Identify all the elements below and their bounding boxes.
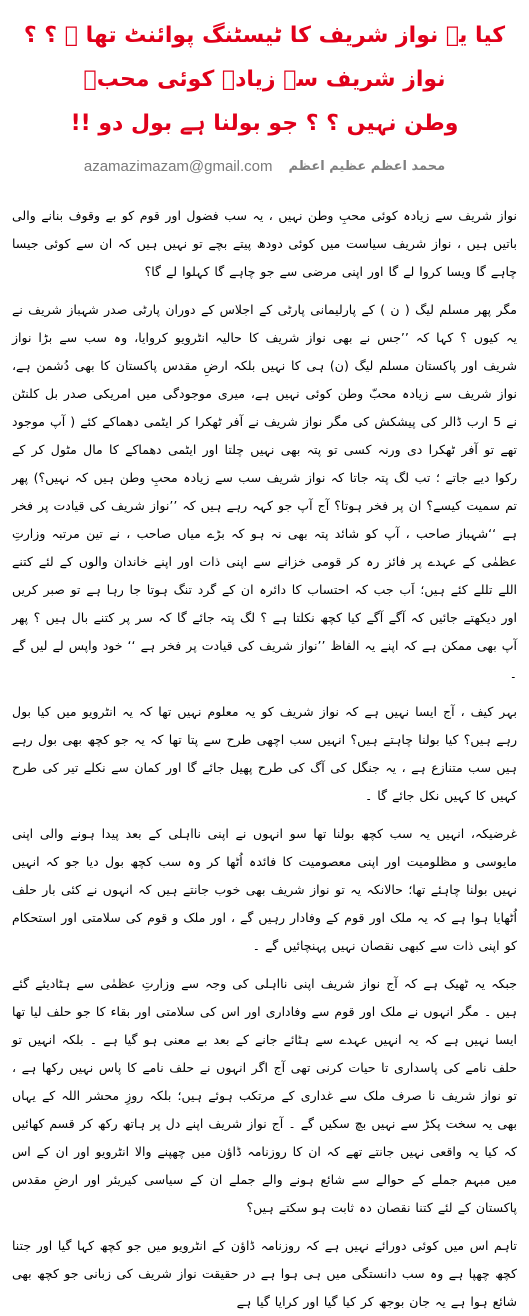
paragraph: مگر پھر مسلم لیگ ( ن ) کے پارلیمانی پارٹی کے اجلاس کے دوران پارٹی صدر شہباز شریف نے یہ کیوں ؟ کہا کہ ’’جس نے بھی نواز شریف کا حالیہ انٹرویو کروایا، وہ سب سے بڑا نواز شریف اور پاکستان مسلم لیگ (ن) ہی کا نہیں بلکہ ارضِ مقدس پاکستان کا بھی دُشمن ہے، نواز شریف سے زیادہ محبّ وطن کوئی نہیں ہے، میری موجودگی میں امریکی صدر بل کلنٹن نے 5 ارب ڈالر کی پیشکش کی مگر نواز شریف نے آفر ٹھکرا کر ایٹمی دھماکے کئے ( آپ موجود تھے تو آفر ٹھکرا دی ورنہ کسی تو پتہ بھی نہیں چلتا اور ایٹمی دھماکے کا مال مٹول کر کے رکوا دیے جاتے ؛ تب لگ پتہ جاتا کہ نواز شریف سب سے زیادہ محبِ وطن ہیں کہ نہیں؟) پھر تم سمیت کیسے؟ ان پر فخر ہوتا؟ آج آپ جو کہہ رہے ہیں کہ ’’نواز شریف کی قیادت پر فخر ہے ‘‘شہباز صاحب ، آپ کو شائد پتہ بھی نہ ہو کہ بڑے میاں صاحب ، نے تین مرتبہ وزارتِ عظمٰی کے عہدے پر فائز رہ کر قومی خزانے سے اپنی ذات اور اپنے خاندان والوں کے لئے کتنے اللے تللے کئے ہیں؛ اَب جب کہ احتساب کا دائرہ ان کے گرد تنگ ہوتا جا رہا ہے تو صبر کریں اور دیکھتے جائیں کہ آگے آگے کیا کچھ نکلتا ہے ؟ لگ پتہ جائے گا کہ سر پر کتنے بال ہیں ؟ پھر آپ بھی ممکن ہے کہ اپنے یہ الفاظ ’’نواز شریف کی قیادت پر فخر ہے ‘‘ خود واپس لے لیں گے ۔ (12, 302, 518, 681)
headline-line-2: وطن نہیں ؟ ؟ جو بولنا ہے بول دو !! (70, 111, 459, 136)
headline-line-1: کیا یہ نواز شریف کا ٹیسٹنگ پوائنٹ تھا ۔ ؟ ؟ نواز شریف سے زیادہ کوئی محبؔ (23, 23, 506, 92)
paragraph: تاہم اس میں کوئی دورائے نہیں ہے کہ روزنامہ ڈاؤن کے انٹرویو میں جو کچھ کہا گیا اور جتنا کچھ چھپا ہے وہ سب دانستگی میں ہی ہوا ہے در حقیقت نواز شریف کی زبانی جو کچھ بھی شائع ہوا ہے یہ جان بوجھ کر کیا گیا اور کرایا گیا ہے (12, 1238, 517, 1309)
byline (12, 152, 517, 180)
article-body (12, 202, 517, 1316)
paragraph: بہر کیف ، آج ایسا نہیں ہے کہ نواز شریف کو یہ معلوم نہیں تھا کہ یہ انٹرویو میں کیا بول رہے ہیں؟ کیا بولنا چاہتے ہیں؟ انہیں سب اچھی طرح سے پتا تھا کہ یہ جو کچھ بھی بول رہے ہیں سب متنازع ہے ، یہ جنگل کی آگ کی طرح پھیل جائے گا اور کمان سے نکلے تیر کی طرح کہیں کا کہیں نکل جائے گا ۔ (12, 704, 517, 803)
author-email[interactable]: azamazimazam@gmail.com (83, 157, 273, 175)
headline (12, 0, 517, 146)
paragraph: غرضیکہ، انہیں یہ سب کچھ بولنا تھا سو انہوں نے اپنی نااہلی کے بعد پیدا ہونے والی اپنی مایوسی و مظلومیت اور اپنی معصومیت کا فائدہ اُٹھا کر وہ سب کچھ بول دیا جو کہ انہیں نہیں بولنا چاہئے تھا؛ حالانکہ یہ تو نواز شریف بھی خوب جانتے ہیں کہ انہوں نے کئی بار حلف اُٹھایا ہوا ہے کہ یہ ملک اور قوم کے وفادار رہیں گے ، اور ملک و قوم کی سلامتی اور استحکام کو اپنی ذات سے کبھی نقصان نہیں پہنچائیں گے ۔ (12, 826, 517, 953)
paragraph: جبکہ یہ ٹھیک ہے کہ آج نواز شریف اپنی نااہلی کی وجہ سے وزارتِ عظمٰی سے ہٹادیئے گئے ہیں ۔ مگر انہوں نے ملک اور قوم سے وفاداری اور اس کی سلامتی اور بقاء کا جو حلف لیا تھا ایسا نہیں ہے کہ یہ انہیں عہدے سے ہٹائے جانے کے بعد بے معنی ہو گیا ہے ۔ بلکہ انہیں تو حلف نامے کی پاسداری تا حیات کرنی تھی آج اگر انہوں نے حلف نامے کا پاس نہیں رکھا ہے ، تو نواز شریف نا صرف ملک سے غداری کے مرتکب ہوئے ہیں؛ بلکہ روزِ محشر اللہ کے یہاں بھی یہ سخت پکڑ سے نہیں بچ سکیں گے ۔ آج نواز شریف اپنے دل پر ہاتھ رکھ کر قسم کھائیں کہ کیا یہ واقعی نہیں جانتے تھے کہ ان کا روزنامہ ڈاؤن میں چھپنے والا انٹرویو اور ان کے اس میں مبہم جملے کے حوالے سے شائع ہونے والے جملے ان کے سیاسی کیریئر اور ارضِ مقدس پاکستان کے لئے کتنا نقصان دہ ثابت ہو سکتے ہیں؟ (12, 976, 517, 1215)
paragraph: نواز شریف سے زیادہ کوئی محبِ وطن نہیں ، یہ سب فضول اور قوم کو بے وقوف بنانے والی باتیں ہیں ، نواز شریف سیاست میں کوئی دودھ پیتے بچے تو نہیں ہیں کہ ان سے کوئی جیسا چاہے گا ویسا کروا لے گا اور اپنی مرضی سے جو چاہے گا کہلوا لے گا؟ (12, 208, 517, 279)
author-name: محمد اعظم عظیم اعظم (288, 158, 446, 174)
